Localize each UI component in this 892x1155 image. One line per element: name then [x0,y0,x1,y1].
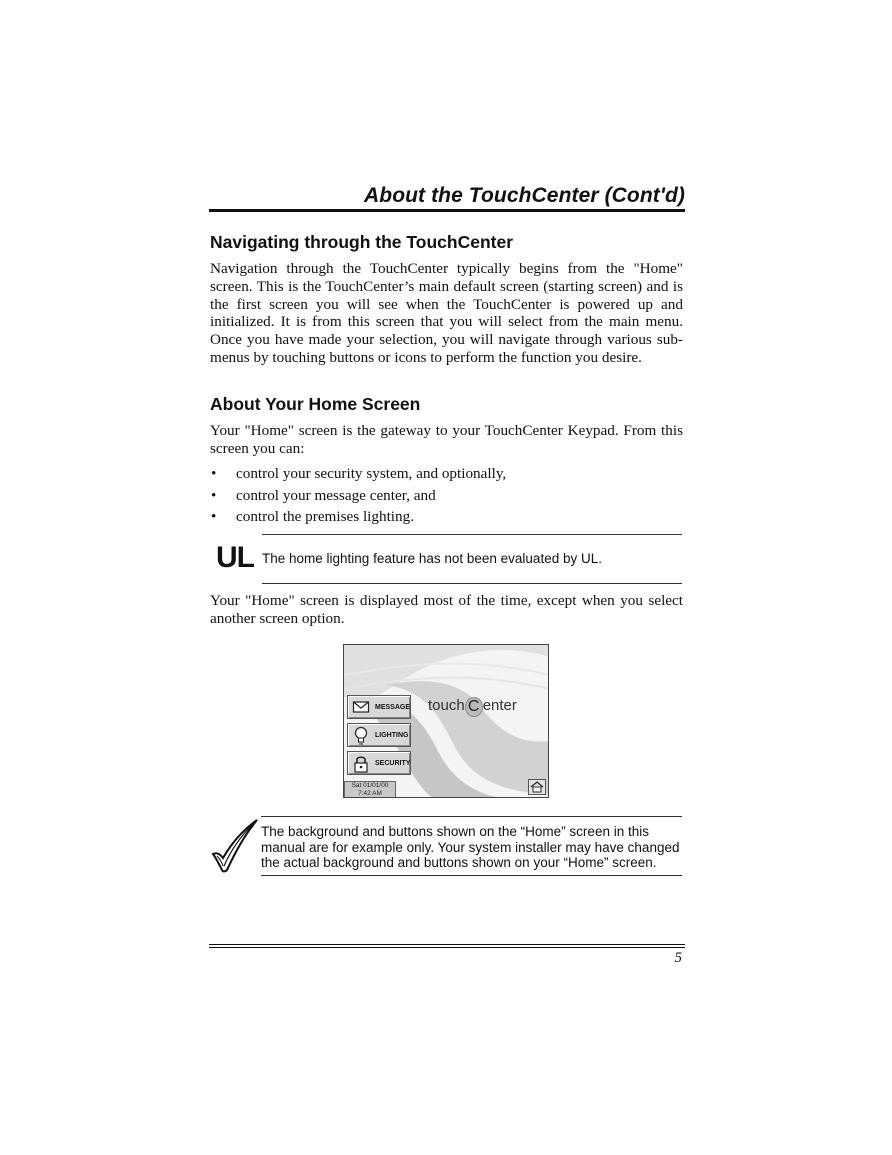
home-screen-intro: Your "Home" screen is the gateway to your TouchCenter Keypad. From this screen you can: [210,422,683,457]
checkmark-icon [209,818,259,874]
list-item: • control your security system, and optionally, [210,463,683,485]
security-button-label: SECURITY [375,760,411,767]
ul-mark-icon: UL [216,541,254,574]
screen-background [344,645,549,798]
touchcenter-logo: touch C enter [428,697,517,715]
page-header [209,182,685,212]
example-note-text: The background and buttons shown on the “Home” screen in this manual are for example only. Your system installer may have changed the actual background and buttons shown on your “Home” screen. [261,824,680,870]
bullet-icon: • [211,486,217,504]
house-icon[interactable] [528,779,546,795]
list-item: • control the premises lighting. [210,506,683,528]
page-number: 5 [674,950,682,966]
home-screen-illustration [343,644,549,798]
home-screen-display-paragraph: Your "Home" screen is displayed most of the time, except when you select another screen option. [210,592,683,627]
date-time-display [344,781,396,798]
example-note [261,816,682,876]
lighting-button-label: LIGHTING [375,732,409,739]
capability-list [210,463,683,528]
ul-note-text: The home lighting feature has not been evaluated by UL. [262,551,602,566]
page-footer-rule [209,944,685,948]
date-text: Sat 01/01/00 [351,782,389,789]
list-item: • control your message center, and [210,485,683,507]
lighting-button[interactable] [347,723,411,747]
section-heading-navigating: Navigating through the TouchCenter [210,232,514,252]
lightbulb-icon [352,726,370,746]
envelope-icon [352,698,370,716]
page-title: About the TouchCenter (Cont'd) [364,184,685,207]
ul-note [262,534,682,584]
time-text: 7:42 AM [358,789,382,797]
section-heading-home-screen: About Your Home Screen [210,394,421,414]
message-button[interactable] [347,695,411,719]
bullet-icon: • [211,508,217,525]
security-button[interactable] [347,751,411,775]
bullet-icon: • [211,465,217,482]
padlock-icon [352,754,370,774]
navigating-paragraph: Navigation through the TouchCenter typically begins from the "Home" screen. This is the TouchCenter’s main default screen (starting screen) and is the first screen you will see when the TouchCenter is powered up and initialized. It is from this screen that you will select from the main menu. Once you have made your selection, you will navigate through various sub-menus by touching buttons or icons to perform the function you desire. [210,260,683,366]
message-button-label: MESSAGE [375,704,411,711]
